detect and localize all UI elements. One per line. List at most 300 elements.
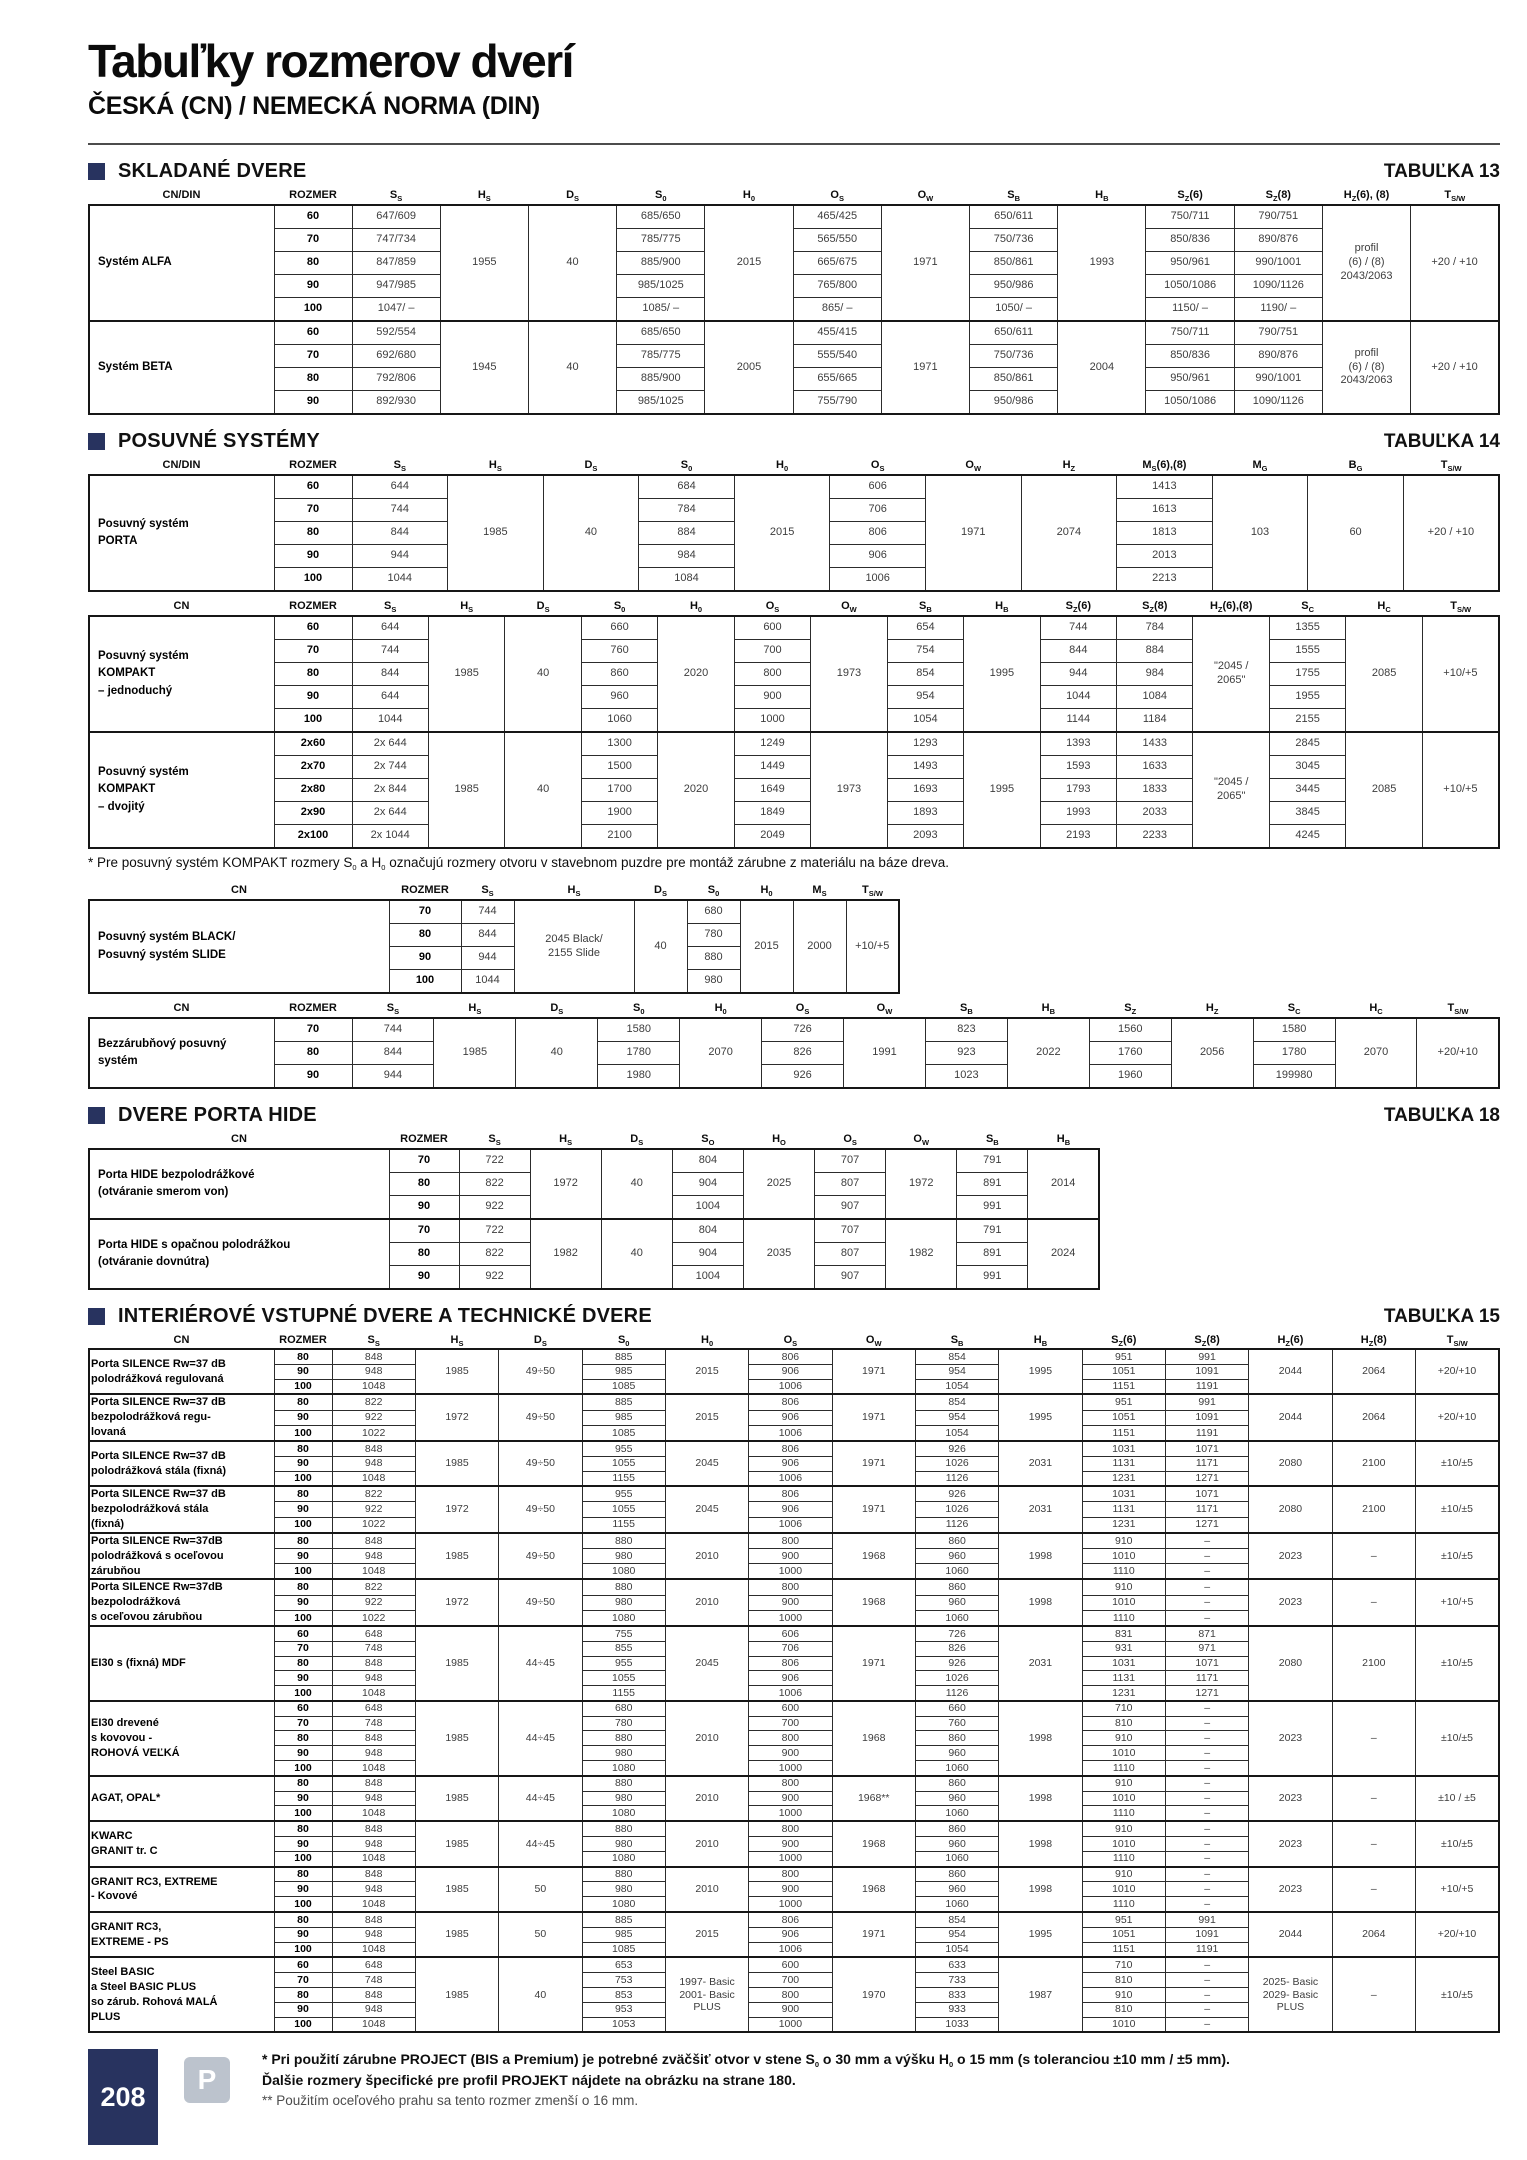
value-cell: 948 (332, 1746, 415, 1761)
value-cell: 922 (459, 1266, 530, 1290)
value-cell: 891 (957, 1173, 1028, 1196)
value-cell-merged: 103 (1212, 475, 1308, 591)
section-marker-icon (88, 163, 105, 180)
value-cell: 880 (687, 947, 740, 970)
value-cell-merged: 2023 (1249, 1776, 1332, 1821)
value-cell: 1055 (582, 1502, 665, 1517)
value-cell-merged: +20/+10 (1415, 1349, 1499, 1394)
value-cell-merged: 1985 (415, 1821, 498, 1866)
table-black-slide (88, 882, 900, 994)
value-cell: 2155 (1269, 709, 1345, 733)
value-cell: 790/751 (1234, 205, 1322, 229)
value-cell-merged: 1972 (415, 1394, 498, 1441)
value-cell: 906 (749, 1927, 832, 1942)
column-header: $O_S$ (795, 1002, 810, 1016)
column-header: CN (173, 1002, 190, 1014)
table-row (89, 779, 1499, 802)
value-cell: 748 (332, 1716, 415, 1731)
value-cell: 1080 (582, 1851, 665, 1866)
value-cell: 648 (332, 1701, 415, 1716)
value-cell: 1051 (1082, 1364, 1165, 1379)
table-row (89, 1219, 1099, 1243)
value-cell: 1000 (749, 1897, 832, 1912)
value-cell: 910 (1082, 1821, 1165, 1836)
value-cell: 850/861 (970, 252, 1058, 275)
value-cell: 891 (957, 1243, 1028, 1266)
column-header: $H_S$ (450, 1334, 464, 1348)
value-cell-merged: 1945 (440, 321, 528, 414)
column-header: $H_Z(8)$ (1360, 1334, 1387, 1348)
value-cell: 1085 (582, 1425, 665, 1441)
value-cell-merged: "2045 / 2065" (1193, 616, 1269, 732)
value-cell: 455/415 (793, 321, 881, 345)
value-cell: 660 (581, 616, 657, 640)
value-cell-merged: 49÷50 (499, 1441, 582, 1486)
value-cell: 744 (352, 640, 428, 663)
value-cell: 685/650 (617, 205, 705, 229)
rozmer-cell: 90 (274, 1065, 352, 1089)
value-cell: 860 (915, 1867, 998, 1882)
value-cell: 650/611 (970, 321, 1058, 345)
value-cell-merged: 2045 (665, 1486, 748, 1533)
value-cell: 1060 (915, 1761, 998, 1776)
table-row (89, 1486, 1499, 1502)
value-cell: 884 (1117, 640, 1193, 663)
rozmer-cell: 100 (274, 1806, 332, 1821)
value-cell: 1080 (582, 1564, 665, 1580)
value-cell-merged: 40 (601, 1219, 672, 1289)
value-cell: 844 (352, 663, 428, 686)
footer-footnotes (262, 2049, 1230, 2113)
rozmer-cell: 80 (274, 1394, 332, 1410)
value-cell: 985/1025 (617, 391, 705, 415)
column-header: $S_B$ (960, 1002, 973, 1016)
value-cell: 700 (749, 1716, 832, 1731)
value-cell-merged: 40 (528, 321, 616, 414)
table-row (89, 709, 1499, 733)
section-title: SKLADANÉ DVERE (118, 160, 307, 182)
value-cell: – (1165, 1806, 1248, 1821)
value-cell: – (1165, 1957, 1248, 1972)
column-header: $T_{S/W}$ (1447, 1002, 1469, 1016)
column-header: $H_0$ (742, 189, 756, 203)
value-cell-merged: 1971 (832, 1626, 915, 1701)
value-cell: 807 (815, 1243, 886, 1266)
value-cell: 606 (830, 475, 926, 499)
value-cell-merged: 1968 (832, 1533, 915, 1580)
table-row (89, 1018, 1499, 1042)
column-header: $S_Z(8)$ (1142, 600, 1168, 614)
rozmer-cell: 80 (274, 252, 352, 275)
rozmer-cell: 60 (274, 1957, 332, 1972)
value-cell-merged: 2020 (658, 616, 734, 732)
section-marker-icon (88, 433, 105, 450)
value-cell: 910 (1082, 1579, 1165, 1595)
value-cell: 844 (1040, 640, 1116, 663)
value-cell-merged: 1972 (886, 1149, 957, 1219)
column-header: $D_S$ (536, 600, 550, 614)
value-cell-merged: +20/+10 (1415, 1912, 1499, 1957)
value-cell: 1993 (1040, 802, 1116, 825)
value-cell: 1004 (672, 1266, 743, 1290)
value-cell: 980 (582, 1595, 665, 1610)
brand-logo-letter: P (197, 2064, 217, 2096)
value-cell: 906 (749, 1364, 832, 1379)
value-cell: 1050/1086 (1146, 391, 1234, 415)
column-header: $T_{S/W}$ (1446, 1334, 1468, 1348)
table-row (89, 900, 899, 924)
value-cell: 844 (461, 924, 514, 947)
value-cell: 854 (915, 1349, 998, 1364)
value-cell: 1031 (1082, 1656, 1165, 1671)
value-cell: 1048 (332, 1686, 415, 1701)
column-header: $S_B$ (950, 1334, 964, 1348)
value-cell-merged: 2023 (1249, 1533, 1332, 1580)
value-cell: 906 (749, 1502, 832, 1517)
value-cell: 950/986 (970, 391, 1058, 415)
column-header: $D_S$ (550, 1002, 564, 1016)
table-row (89, 1957, 1499, 1972)
column-header: $S_S$ (367, 1334, 380, 1348)
table-interierove (88, 1332, 1500, 2033)
value-cell: 1010 (1082, 1549, 1165, 1564)
value-cell: 1004 (672, 1196, 743, 1220)
section-title: INTERIÉROVÉ VSTUPNÉ DVERE A TECHNICKÉ DVERE (118, 1305, 652, 1327)
value-cell: 854 (915, 1394, 998, 1410)
value-cell: 971 (1165, 1641, 1248, 1656)
column-header: $S_S$ (488, 1133, 501, 1147)
value-cell: 1249 (734, 732, 810, 756)
table-row (89, 298, 1499, 322)
value-cell: 800 (749, 1867, 832, 1882)
rozmer-cell: 60 (274, 321, 352, 345)
value-cell: 1813 (1117, 522, 1213, 545)
value-cell: 800 (734, 663, 810, 686)
value-cell: 1085 (582, 1379, 665, 1394)
value-cell: – (1165, 1701, 1248, 1716)
value-cell-merged: 1971 (832, 1441, 915, 1486)
value-cell: 744 (352, 1018, 434, 1042)
value-cell: 2x 1044 (352, 825, 428, 849)
value-cell: 980 (582, 1882, 665, 1897)
value-cell: 1090/1126 (1234, 275, 1322, 298)
value-cell-merged: 2022 (1007, 1018, 1089, 1088)
value-cell: 600 (749, 1701, 832, 1716)
value-cell: 1144 (1040, 709, 1116, 733)
value-cell: 1580 (598, 1018, 680, 1042)
value-cell: 2233 (1117, 825, 1193, 849)
column-header: $H_Z$ (1205, 1002, 1219, 1016)
value-cell: 826 (762, 1042, 844, 1065)
table-row (89, 1349, 1499, 1364)
table-row (89, 345, 1499, 368)
value-cell: 1048 (332, 1806, 415, 1821)
value-cell-merged: 49÷50 (499, 1394, 582, 1441)
value-cell: 900 (749, 2002, 832, 2017)
value-cell-merged: 1971 (925, 475, 1021, 591)
value-cell: 750/736 (970, 345, 1058, 368)
value-cell-merged: – (1332, 1579, 1415, 1626)
value-cell: 900 (749, 1882, 832, 1897)
value-cell: 1044 (352, 709, 428, 733)
value-cell: 1191 (1165, 1942, 1248, 1957)
rozmer-cell: 80 (274, 1912, 332, 1927)
value-cell-merged: 2064 (1332, 1349, 1415, 1394)
value-cell: 1155 (582, 1686, 665, 1701)
value-cell: 665/675 (793, 252, 881, 275)
rozmer-cell: 90 (274, 1549, 332, 1564)
value-cell: 2x 844 (352, 779, 428, 802)
table-row (89, 686, 1499, 709)
value-cell: 955 (582, 1486, 665, 1502)
value-cell: 1071 (1165, 1486, 1248, 1502)
table-row (89, 229, 1499, 252)
column-header: $O_W$ (913, 1133, 930, 1147)
value-cell: 1900 (581, 802, 657, 825)
value-cell: 860 (915, 1579, 998, 1595)
value-cell-merged: 40 (505, 732, 581, 848)
rozmer-cell: 100 (274, 1686, 332, 1701)
value-cell: 865/ – (793, 298, 881, 322)
value-cell: 2x 744 (352, 756, 428, 779)
rozmer-cell: 90 (389, 1266, 459, 1290)
value-cell: 722 (459, 1149, 530, 1173)
value-cell: 791 (957, 1219, 1028, 1243)
value-cell: 960 (915, 1595, 998, 1610)
value-cell-merged: 40 (505, 616, 581, 732)
value-cell: 1085/ – (617, 298, 705, 322)
value-cell: 980 (582, 1746, 665, 1761)
row-group-label: Porta SILENCE Rw=37 dB bezpolodrážková regu- lovaná (89, 1394, 274, 1441)
value-cell-merged: 50 (499, 1867, 582, 1912)
value-cell: 1110 (1082, 1806, 1165, 1821)
value-cell: 2x 644 (352, 732, 428, 756)
value-cell-merged: 1998 (999, 1776, 1082, 1821)
value-cell: 644 (352, 616, 428, 640)
table-row (89, 1042, 1499, 1065)
value-cell: 780 (687, 924, 740, 947)
value-cell: 848 (332, 1821, 415, 1836)
value-cell: 800 (749, 1579, 832, 1595)
rozmer-cell: 90 (274, 545, 352, 568)
value-cell: 1593 (1040, 756, 1116, 779)
value-cell: 1055 (582, 1671, 665, 1686)
value-cell: 606 (749, 1626, 832, 1641)
value-cell: 707 (815, 1219, 886, 1243)
value-cell-merged: 2010 (665, 1533, 748, 1580)
rozmer-cell: 90 (274, 1746, 332, 1761)
value-cell-merged: 2004 (1058, 321, 1146, 414)
value-cell-merged: 1972 (415, 1486, 498, 1533)
value-cell-merged: 44÷45 (499, 1776, 582, 1821)
value-cell: 465/425 (793, 205, 881, 229)
section-table-ref: TABUĽKA 14 (1383, 430, 1500, 452)
value-cell: 948 (332, 2002, 415, 2017)
value-cell-merged: 2010 (665, 1579, 748, 1626)
value-cell-merged: 1985 (415, 1441, 498, 1486)
value-cell-merged: 1995 (999, 1349, 1082, 1394)
page-subtitle: ČESKÁ (CN) / NEMECKÁ NORMA (DIN) (88, 92, 540, 120)
value-cell-merged: 2031 (999, 1626, 1082, 1701)
value-cell: – (1165, 1837, 1248, 1852)
value-cell: 906 (749, 1456, 832, 1471)
column-header: $T_{S/W}$ (1444, 189, 1466, 203)
rozmer-cell: 80 (274, 1988, 332, 2003)
column-header: $S_S$ (481, 884, 494, 898)
column-header: $T_{S/W}$ (1440, 459, 1462, 473)
value-cell: 1793 (1040, 779, 1116, 802)
value-cell: 1071 (1165, 1441, 1248, 1456)
value-cell: 1031 (1082, 1441, 1165, 1456)
value-cell: 1300 (581, 732, 657, 756)
row-group-label: Porta SILENCE Rw=37dB bezpolodrážková s oceľovou zárubňou (89, 1579, 274, 1626)
column-header: CN/DIN (162, 459, 201, 471)
rozmer-cell: 100 (274, 1379, 332, 1394)
value-cell: 931 (1082, 1641, 1165, 1656)
value-cell: 910 (1082, 1776, 1165, 1791)
value-cell-merged: 1970 (832, 1957, 915, 2032)
column-header: $H_0$ (700, 1334, 714, 1348)
value-cell: 948 (332, 1791, 415, 1806)
value-cell: 654 (887, 616, 963, 640)
rozmer-cell: 80 (389, 1173, 459, 1196)
table-interierove (88, 1332, 1502, 2033)
value-cell: 748 (332, 1641, 415, 1656)
value-cell: 948 (332, 1927, 415, 1942)
value-cell: 848 (332, 1988, 415, 2003)
value-cell: 822 (332, 1579, 415, 1595)
value-cell-merged: 1985 (415, 1626, 498, 1701)
rozmer-cell: 80 (389, 924, 461, 947)
rozmer-cell: 80 (274, 1731, 332, 1746)
value-cell: 848 (332, 1776, 415, 1791)
table-row (89, 640, 1499, 663)
value-cell: 680 (582, 1701, 665, 1716)
value-cell-merged: 1968 (832, 1701, 915, 1776)
value-cell-merged: 2100 (1332, 1486, 1415, 1533)
value-cell: 791 (957, 1149, 1028, 1173)
value-cell: 951 (1082, 1912, 1165, 1927)
value-cell-merged: 2010 (665, 1776, 748, 1821)
value-cell-merged: 1995 (964, 616, 1040, 732)
value-cell: 1171 (1165, 1502, 1248, 1517)
rozmer-cell: 90 (389, 947, 461, 970)
rozmer-cell: 60 (274, 475, 352, 499)
value-cell-merged: 60 (1308, 475, 1404, 591)
row-group-label: Bezzárubňový posuvný systém (89, 1018, 274, 1088)
value-cell: 3445 (1269, 779, 1345, 802)
table-posuvny-porta (88, 457, 1500, 592)
value-cell: 1048 (332, 1851, 415, 1866)
value-cell: 753 (582, 1973, 665, 1988)
value-cell: – (1165, 1851, 1248, 1866)
value-cell: 1084 (1117, 686, 1193, 709)
value-cell: 1044 (352, 568, 448, 592)
column-header: $O_W$ (865, 1334, 882, 1348)
value-cell: 1000 (749, 1806, 832, 1821)
value-cell: 860 (915, 1776, 998, 1791)
value-cell: 1091 (1165, 1410, 1248, 1425)
value-cell: 1580 (1253, 1018, 1335, 1042)
value-cell: 951 (1082, 1394, 1165, 1410)
rozmer-cell: 90 (274, 1364, 332, 1379)
column-header: $T_{S/W}$ (862, 884, 883, 898)
value-cell: 748 (332, 1973, 415, 1988)
value-cell: 1060 (915, 1610, 998, 1626)
rozmer-cell: 2x100 (274, 825, 352, 849)
value-cell: 926 (915, 1486, 998, 1502)
table-row (89, 1149, 1099, 1173)
value-cell: 833 (915, 1988, 998, 2003)
rozmer-cell: 80 (274, 1533, 332, 1549)
value-cell-merged: 1985 (415, 1533, 498, 1580)
column-header: $O_W$ (841, 600, 857, 614)
value-cell: 922 (332, 1410, 415, 1425)
rozmer-cell: 80 (274, 1042, 352, 1065)
value-cell: 707 (815, 1149, 886, 1173)
column-header: $H_S$ (468, 1002, 482, 1016)
value-cell: 2x 644 (352, 802, 428, 825)
row-group-label: Porta HIDE bezpolodrážkové (otváranie smerom von) (89, 1149, 389, 1219)
value-cell-merged: 2070 (1335, 1018, 1417, 1088)
column-header: $S_S$ (393, 459, 406, 473)
value-cell-merged: 40 (543, 475, 639, 591)
rozmer-cell: 70 (274, 1973, 332, 1988)
row-group-label: Systém BETA (89, 321, 274, 414)
value-cell: 1006 (830, 568, 926, 592)
value-cell: 1053 (582, 2017, 665, 2032)
divider (88, 143, 1500, 145)
value-cell: 1031 (1082, 1486, 1165, 1502)
value-cell: 1151 (1082, 1425, 1165, 1441)
value-cell-merged: +20/+10 (1417, 1018, 1499, 1088)
value-cell: 792/806 (352, 368, 440, 391)
value-cell: 648 (332, 1626, 415, 1641)
value-cell: 1849 (734, 802, 810, 825)
table-row (89, 1441, 1499, 1456)
value-cell: 926 (762, 1065, 844, 1089)
value-cell: 850/861 (970, 368, 1058, 391)
value-cell: 710 (1082, 1957, 1165, 1972)
value-cell: 1054 (915, 1425, 998, 1441)
value-cell: 854 (915, 1912, 998, 1927)
value-cell: 2213 (1117, 568, 1213, 592)
value-cell: 1006 (749, 1379, 832, 1394)
value-cell: 800 (749, 1776, 832, 1791)
section-table-ref: TABUĽKA 15 (1383, 1305, 1500, 1327)
value-cell: – (1165, 1716, 1248, 1731)
table-row (89, 205, 1499, 229)
value-cell: 831 (1082, 1626, 1165, 1641)
value-cell: 848 (332, 1731, 415, 1746)
value-cell-merged: 1995 (999, 1394, 1082, 1441)
row-group-label: GRANIT RC3, EXTREME - Kovové (89, 1867, 274, 1912)
column-header: ROZMER (289, 600, 337, 612)
value-cell: 1613 (1117, 499, 1213, 522)
rozmer-cell: 100 (274, 1851, 332, 1866)
value-cell: 1126 (915, 1471, 998, 1486)
value-cell: 880 (582, 1533, 665, 1549)
rozmer-cell: 80 (274, 522, 352, 545)
rozmer-cell: 70 (274, 345, 352, 368)
column-header: CN (231, 884, 247, 896)
value-cell: 804 (672, 1219, 743, 1243)
value-cell-merged: 49÷50 (499, 1579, 582, 1626)
value-cell-merged: +20 / +10 (1403, 475, 1499, 591)
value-cell: 885 (582, 1912, 665, 1927)
rozmer-cell: 90 (274, 1927, 332, 1942)
value-cell: 960 (915, 1549, 998, 1564)
